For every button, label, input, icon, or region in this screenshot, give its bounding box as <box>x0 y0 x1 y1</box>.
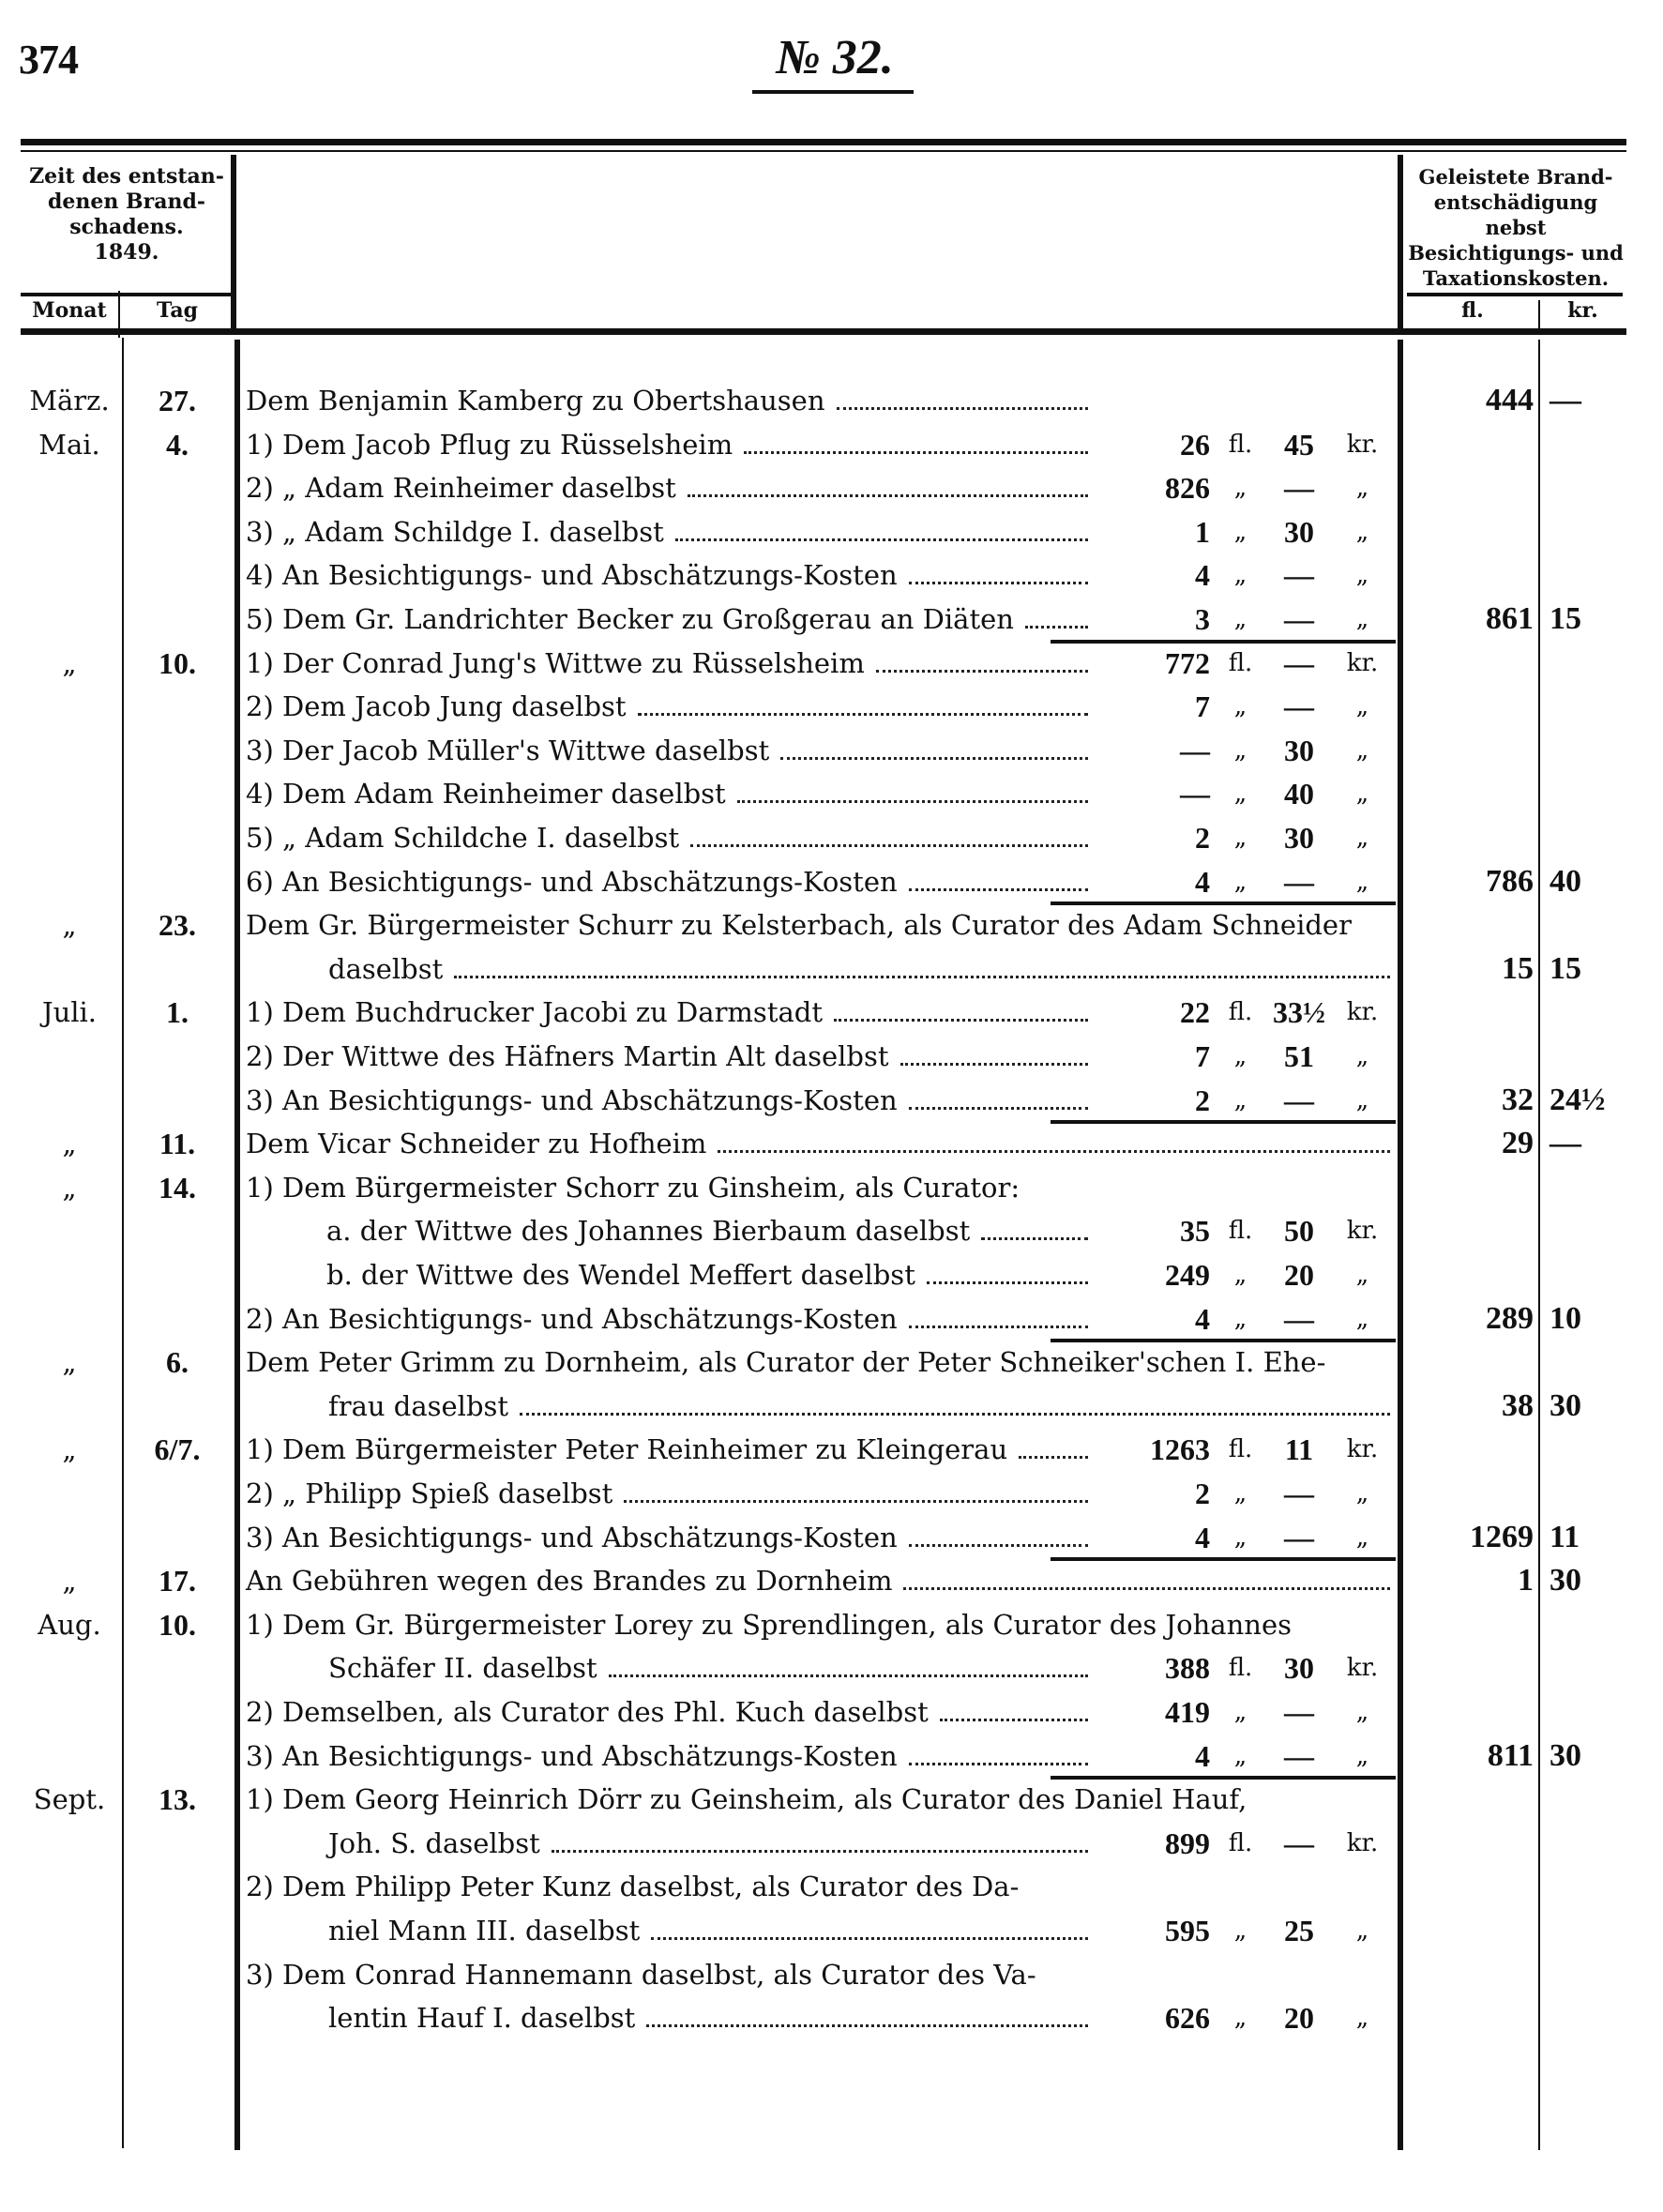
description-cell: 2) Dem Jacob Jung daselbst <box>246 690 627 723</box>
month-cell: Mai. <box>38 428 100 461</box>
header-date-line-1: Zeit des entstan- <box>29 164 224 189</box>
header-subrule-left <box>21 293 233 296</box>
florin-unit: „ <box>1233 474 1247 503</box>
total-kreuzer-cell: 30 <box>1550 1387 1581 1423</box>
table-row <box>0 1559 1663 1602</box>
florin-cell: 26 <box>1180 427 1210 462</box>
table-row <box>0 1690 1663 1734</box>
description-cell: 1) Dem Georg Heinrich Dörr zu Geinsheim, als Curator des Daniel Hauf, <box>246 1783 1247 1816</box>
description-cell: 1) Der Conrad Jung's Wittwe zu Rüsselsheim <box>246 646 865 679</box>
day-cell: 10. <box>159 1607 196 1642</box>
day-cell: 14. <box>159 1170 196 1204</box>
dot-leader <box>909 1107 1088 1110</box>
table-row <box>0 1166 1663 1209</box>
dot-leader <box>688 494 1088 497</box>
kreuzer-unit: „ <box>1355 474 1369 503</box>
description-cell: 3) Der Jacob Müller's Wittwe daselbst <box>246 734 770 766</box>
total-florin-cell: 786 <box>1486 863 1534 899</box>
dot-leader <box>520 1413 1390 1416</box>
description-cell: frau daselbst <box>328 1389 509 1422</box>
kreuzer-cell: 45 <box>1284 427 1314 462</box>
table-row <box>0 1428 1663 1471</box>
kreuzer-unit: „ <box>1355 1479 1369 1507</box>
florin-cell: — <box>1180 777 1210 811</box>
kreuzer-cell: — <box>1284 864 1314 899</box>
florin-unit: „ <box>1233 1261 1247 1289</box>
dot-leader <box>909 1544 1088 1547</box>
dot-leader <box>837 407 1088 410</box>
florin-cell: 4 <box>1195 558 1210 593</box>
description-cell: 2) Dem Philipp Peter Kunz daselbst, als Curator des Da- <box>246 1871 1020 1903</box>
florin-cell: — <box>1180 733 1210 767</box>
florin-cell: 826 <box>1165 471 1210 506</box>
florin-unit: fl. <box>1228 648 1253 677</box>
kreuzer-unit: „ <box>1355 867 1369 896</box>
florin-unit: „ <box>1233 1698 1247 1726</box>
kreuzer-unit: kr. <box>1346 1217 1379 1246</box>
description-cell: 1) Dem Buchdrucker Jacobi zu Darmstadt <box>246 996 823 1029</box>
kreuzer-unit: „ <box>1355 1917 1369 1945</box>
florin-unit: „ <box>1233 1304 1247 1333</box>
description-cell: Dem Gr. Bürgermeister Schurr zu Kelsterbach, als Curator des Adam Schneider <box>246 909 1352 942</box>
florin-unit: „ <box>1233 1523 1247 1552</box>
total-kreuzer-cell: 11 <box>1550 1519 1580 1554</box>
day-cell: 4. <box>166 427 189 462</box>
florin-unit: fl. <box>1228 1654 1253 1683</box>
kreuzer-unit: kr. <box>1346 1828 1379 1857</box>
total-kreuzer-cell: 15 <box>1550 950 1581 986</box>
total-florin-cell: 1269 <box>1470 1519 1534 1554</box>
kreuzer-cell: 25 <box>1284 1914 1314 1947</box>
description-cell: 5) Dem Gr. Landrichter Becker zu Großgerau an Diäten <box>246 603 1014 635</box>
day-cell: 10. <box>159 645 196 680</box>
day-cell: 13. <box>159 1782 196 1817</box>
table-row <box>0 1778 1663 1821</box>
dot-leader <box>903 1587 1390 1590</box>
description-cell: niel Mann III. daselbst <box>328 1915 641 1947</box>
florin-unit: fl. <box>1228 1435 1253 1464</box>
kreuzer-cell: — <box>1284 1301 1314 1336</box>
header-bottom-rule <box>21 328 1626 335</box>
kreuzer-cell: — <box>1284 558 1314 593</box>
table-row <box>0 466 1663 509</box>
table-row <box>0 642 1663 685</box>
total-florin-cell: 29 <box>1502 1126 1534 1161</box>
kreuzer-unit: kr. <box>1346 430 1379 459</box>
divider-month-day-header <box>118 291 120 338</box>
florin-cell: 4 <box>1195 1520 1210 1554</box>
description-cell: 3) An Besichtigungs- und Abschätzungs-Kosten <box>246 1739 898 1772</box>
dot-leader <box>609 1674 1088 1677</box>
kreuzer-cell: 11 <box>1284 1432 1314 1467</box>
table-row <box>0 685 1663 728</box>
florin-unit: „ <box>1233 2004 1247 2033</box>
description-cell: Schäfer II. daselbst <box>328 1652 597 1685</box>
issue-number: № 32. <box>776 31 894 84</box>
description-cell: 4) An Besichtigungs- und Abschätzungs-Kosten <box>246 559 898 592</box>
florin-unit: „ <box>1233 1479 1247 1507</box>
dot-leader <box>454 976 1390 978</box>
kreuzer-cell: 33½ <box>1273 995 1325 1030</box>
header-comp-line-3: Besichtigungs- und <box>1408 241 1624 265</box>
table-row <box>0 1209 1663 1252</box>
florin-cell: 7 <box>1195 689 1210 724</box>
day-cell: 27. <box>159 384 196 417</box>
florin-unit: „ <box>1233 867 1247 896</box>
kreuzer-unit: „ <box>1355 780 1369 809</box>
florin-cell: 249 <box>1165 1258 1210 1292</box>
header-kreuzer: kr. <box>1567 298 1598 323</box>
table-row <box>0 947 1663 991</box>
florin-cell: 388 <box>1165 1651 1210 1686</box>
total-florin-cell: 444 <box>1486 383 1534 417</box>
table-row <box>0 598 1663 641</box>
kreuzer-unit: „ <box>1355 517 1369 546</box>
total-kreuzer-cell: — <box>1550 383 1581 417</box>
florin-cell: 772 <box>1165 645 1210 680</box>
dot-leader <box>638 713 1088 716</box>
kreuzer-unit: „ <box>1355 1261 1369 1289</box>
description-cell: lentin Hauf I. daselbst <box>328 2002 636 2035</box>
header-date-column <box>21 164 233 265</box>
day-cell: 23. <box>159 908 196 943</box>
description-cell: Dem Benjamin Kamberg zu Obertshausen <box>246 385 825 417</box>
page-number: 374 <box>19 37 78 83</box>
kreuzer-cell: 30 <box>1284 514 1314 549</box>
kreuzer-cell: 50 <box>1284 1214 1314 1249</box>
florin-unit: „ <box>1233 1085 1247 1114</box>
dot-leader <box>927 1281 1088 1284</box>
table-row <box>0 1735 1663 1778</box>
dot-leader <box>940 1719 1088 1721</box>
table-row <box>0 1516 1663 1559</box>
day-cell: 17. <box>159 1564 196 1598</box>
table-row <box>0 729 1663 772</box>
table-row <box>0 1646 1663 1689</box>
total-florin-cell: 38 <box>1502 1387 1534 1423</box>
dot-leader <box>876 670 1088 673</box>
description-cell: b. der Wittwe des Wendel Meffert daselbst <box>326 1259 915 1291</box>
total-kreuzer-cell: 30 <box>1550 1563 1581 1598</box>
florin-unit: fl. <box>1228 1828 1253 1857</box>
dot-leader <box>690 844 1088 847</box>
day-cell: 11. <box>159 1127 196 1161</box>
total-kreuzer-cell: 10 <box>1550 1300 1581 1336</box>
florin-cell: 2 <box>1195 821 1210 855</box>
divider-date-main-header <box>231 155 236 333</box>
description-cell: 2) Der Wittwe des Häfners Martin Alt daselbst <box>246 1040 889 1072</box>
table-row <box>0 816 1663 859</box>
dot-leader <box>909 1763 1088 1765</box>
kreuzer-cell: — <box>1284 471 1314 506</box>
header-subrule-right <box>1407 293 1623 296</box>
description-cell: 2) Demselben, als Curator des Phl. Kuch daselbst <box>246 1696 929 1728</box>
dot-leader <box>981 1237 1088 1240</box>
description-cell: 2) „ Adam Reinheimer daselbst <box>246 472 676 505</box>
kreuzer-cell: — <box>1284 689 1314 724</box>
table-row <box>0 1996 1663 2039</box>
florin-unit: fl. <box>1228 1217 1253 1246</box>
florin-cell: 595 <box>1165 1914 1210 1947</box>
florin-unit: „ <box>1233 1741 1247 1770</box>
month-cell: „ <box>62 1346 77 1379</box>
month-cell: März. <box>29 385 110 417</box>
total-florin-cell: 15 <box>1502 950 1534 986</box>
dot-leader <box>1025 626 1088 629</box>
dot-leader <box>900 1063 1088 1066</box>
header-florin: fl. <box>1461 298 1484 323</box>
florin-unit: „ <box>1233 1042 1247 1070</box>
header-date-line-3: schadens. <box>69 215 184 239</box>
month-cell: „ <box>62 909 77 942</box>
description-cell: 3) Dem Conrad Hannemann daselbst, als Curator des Va- <box>246 1958 1036 1991</box>
florin-unit: fl. <box>1228 998 1253 1027</box>
florin-cell: 4 <box>1195 1738 1210 1773</box>
header-day: Tag <box>157 298 198 323</box>
dot-leader <box>909 888 1088 891</box>
table-row <box>0 1297 1663 1341</box>
florin-cell: 419 <box>1165 1695 1210 1729</box>
table-row <box>0 860 1663 903</box>
month-cell: „ <box>62 1433 77 1466</box>
kreuzer-cell: — <box>1284 1695 1314 1729</box>
table-row <box>0 553 1663 597</box>
header-date-line-2: denen Brand- <box>48 189 205 214</box>
florin-unit: „ <box>1233 735 1247 765</box>
description-cell: 3) „ Adam Schildge I. daselbst <box>246 515 664 548</box>
description-cell: 3) An Besichtigungs- und Abschätzungs-Kosten <box>246 1083 898 1116</box>
table-row <box>0 1385 1663 1428</box>
florin-cell: 899 <box>1165 1826 1210 1860</box>
kreuzer-unit: „ <box>1355 1042 1369 1070</box>
dot-leader <box>651 1937 1088 1940</box>
dot-leader <box>737 800 1088 803</box>
florin-unit: „ <box>1233 824 1247 852</box>
description-cell: Joh. S. daselbst <box>328 1826 540 1859</box>
table-row <box>0 1603 1663 1646</box>
table-top-rule-thin <box>21 150 1626 152</box>
florin-cell: 3 <box>1195 602 1210 636</box>
kreuzer-unit: „ <box>1355 1523 1369 1552</box>
kreuzer-cell: — <box>1284 602 1314 636</box>
florin-unit: „ <box>1233 692 1247 721</box>
total-kreuzer-cell: — <box>1550 1126 1581 1161</box>
total-florin-cell: 289 <box>1486 1300 1534 1336</box>
month-cell: Sept. <box>33 1783 106 1816</box>
dot-leader <box>744 451 1088 454</box>
florin-unit: fl. <box>1228 430 1253 459</box>
table-row <box>0 1341 1663 1384</box>
kreuzer-unit: „ <box>1355 735 1369 765</box>
description-cell: 1) Dem Bürgermeister Schorr zu Ginsheim, als Curator: <box>246 1171 1020 1204</box>
total-kreuzer-cell: 24½ <box>1550 1082 1606 1117</box>
description-cell: 6) An Besichtigungs- und Abschätzungs-Kosten <box>246 865 898 898</box>
description-cell: 5) „ Adam Schildche I. daselbst <box>246 822 680 854</box>
description-cell: 1) Dem Gr. Bürgermeister Lorey zu Sprendlingen, als Curator des Johannes <box>246 1608 1292 1641</box>
florin-cell: 1 <box>1195 514 1210 549</box>
florin-unit: „ <box>1233 561 1247 590</box>
kreuzer-unit: kr. <box>1346 998 1379 1027</box>
kreuzer-unit: „ <box>1355 1698 1369 1726</box>
florin-cell: 22 <box>1180 995 1210 1030</box>
table-row <box>0 510 1663 553</box>
dot-leader <box>624 1500 1088 1503</box>
table-row <box>0 379 1663 422</box>
description-cell: a. der Wittwe des Johannes Bierbaum daselbst <box>326 1215 971 1248</box>
header-comp-line-4: Taxationskosten. <box>1422 266 1610 290</box>
kreuzer-cell: — <box>1284 1738 1314 1773</box>
day-cell: 6. <box>166 1345 189 1380</box>
kreuzer-unit: kr. <box>1346 1435 1379 1464</box>
kreuzer-unit: „ <box>1355 1085 1369 1114</box>
table-row <box>0 1035 1663 1078</box>
header-date-year: 1849. <box>94 240 159 265</box>
kreuzer-unit: kr. <box>1346 1654 1379 1683</box>
description-cell: daselbst <box>328 952 444 985</box>
kreuzer-unit: „ <box>1355 2004 1369 2033</box>
kreuzer-unit: „ <box>1355 1304 1369 1333</box>
kreuzer-cell: 51 <box>1284 1039 1314 1073</box>
total-kreuzer-cell: 15 <box>1550 601 1581 636</box>
kreuzer-cell: 30 <box>1284 733 1314 767</box>
florin-cell: 7 <box>1195 1039 1210 1073</box>
month-cell: „ <box>62 1128 77 1160</box>
total-kreuzer-cell: 40 <box>1550 863 1581 899</box>
total-florin-cell: 32 <box>1502 1082 1534 1117</box>
dot-leader <box>909 1326 1088 1328</box>
florin-cell: 2 <box>1195 1477 1210 1510</box>
description-cell: An Gebühren wegen des Brandes zu Dornheim <box>246 1565 893 1598</box>
day-cell: 1. <box>166 995 189 1030</box>
month-cell: „ <box>62 1565 77 1598</box>
kreuzer-unit: „ <box>1355 561 1369 590</box>
kreuzer-cell: — <box>1284 1520 1314 1554</box>
dot-leader <box>780 757 1088 760</box>
kreuzer-unit: „ <box>1355 692 1369 721</box>
florin-cell: 4 <box>1195 864 1210 899</box>
description-cell: 1) Dem Jacob Pflug zu Rüsselsheim <box>246 428 733 461</box>
kreuzer-cell: 20 <box>1284 2001 1314 2036</box>
kreuzer-cell: — <box>1284 1826 1314 1860</box>
kreuzer-cell: 30 <box>1284 1651 1314 1686</box>
dot-leader <box>646 2024 1088 2027</box>
table-row <box>0 991 1663 1034</box>
description-cell: 3) An Besichtigungs- und Abschätzungs-Kosten <box>246 1521 898 1553</box>
kreuzer-cell: — <box>1284 645 1314 680</box>
issue-underline <box>752 90 914 94</box>
divider-main-total-header <box>1398 155 1403 333</box>
florin-cell: 2 <box>1195 1083 1210 1117</box>
header-month: Monat <box>32 298 107 323</box>
header-compensation-column <box>1407 164 1625 291</box>
dot-leader <box>718 1150 1390 1153</box>
description-cell: Dem Vicar Schneider zu Hofheim <box>246 1128 707 1160</box>
table-row <box>0 1472 1663 1515</box>
kreuzer-cell: 40 <box>1284 777 1314 811</box>
total-florin-cell: 811 <box>1487 1737 1534 1773</box>
table-row <box>0 1079 1663 1122</box>
total-florin-cell: 1 <box>1518 1563 1534 1598</box>
dot-leader <box>834 1019 1088 1022</box>
table-top-rule <box>21 139 1626 145</box>
description-cell: 2) „ Philipp Spieß daselbst <box>246 1477 613 1509</box>
description-cell: 2) An Besichtigungs- und Abschätzungs-Kosten <box>246 1302 898 1335</box>
description-cell: 1) Dem Bürgermeister Peter Reinheimer zu Kleingerau <box>246 1433 1008 1466</box>
total-kreuzer-cell: 30 <box>1550 1737 1581 1773</box>
kreuzer-unit: „ <box>1355 1741 1369 1770</box>
month-cell: Aug. <box>38 1608 101 1641</box>
dot-leader <box>1019 1456 1088 1459</box>
dot-leader <box>552 1850 1088 1853</box>
kreuzer-unit: kr. <box>1346 648 1379 677</box>
table-row <box>0 423 1663 466</box>
month-cell: „ <box>62 1171 77 1204</box>
total-florin-cell: 861 <box>1486 601 1534 636</box>
table-row <box>0 1122 1663 1165</box>
kreuzer-cell: 30 <box>1284 821 1314 855</box>
description-cell: Dem Peter Grimm zu Dornheim, als Curator der Peter Schneiker'schen I. Ehe- <box>246 1346 1326 1379</box>
header-comp-line-2: entschädigung nebst <box>1433 190 1598 239</box>
florin-unit: „ <box>1233 1917 1247 1945</box>
florin-unit: „ <box>1233 517 1247 546</box>
description-cell: 4) Dem Adam Reinheimer daselbst <box>246 778 726 811</box>
kreuzer-cell: — <box>1284 1477 1314 1510</box>
header-comp-line-1: Geleistete Brand- <box>1418 165 1613 189</box>
table-row <box>0 1865 1663 1908</box>
dot-leader <box>909 582 1088 584</box>
florin-cell: 1263 <box>1150 1432 1210 1467</box>
month-cell: Juli. <box>41 996 98 1029</box>
florin-cell: 35 <box>1180 1214 1210 1249</box>
table-row <box>0 903 1663 947</box>
divider-fl-kr-header <box>1538 300 1540 333</box>
florin-unit: „ <box>1233 780 1247 809</box>
florin-unit: „ <box>1233 605 1247 633</box>
table-row <box>0 1909 1663 1952</box>
florin-cell: 626 <box>1165 2001 1210 2036</box>
table-row <box>0 1953 1663 1996</box>
kreuzer-unit: „ <box>1355 605 1369 633</box>
table-row <box>0 1822 1663 1865</box>
table-row <box>0 772 1663 815</box>
dot-leader <box>675 538 1088 541</box>
florin-cell: 4 <box>1195 1301 1210 1336</box>
day-cell: 6/7. <box>154 1432 201 1467</box>
table-row <box>0 1253 1663 1296</box>
kreuzer-unit: „ <box>1355 824 1369 852</box>
month-cell: „ <box>62 646 77 679</box>
kreuzer-cell: — <box>1284 1083 1314 1117</box>
kreuzer-cell: 20 <box>1284 1258 1314 1292</box>
